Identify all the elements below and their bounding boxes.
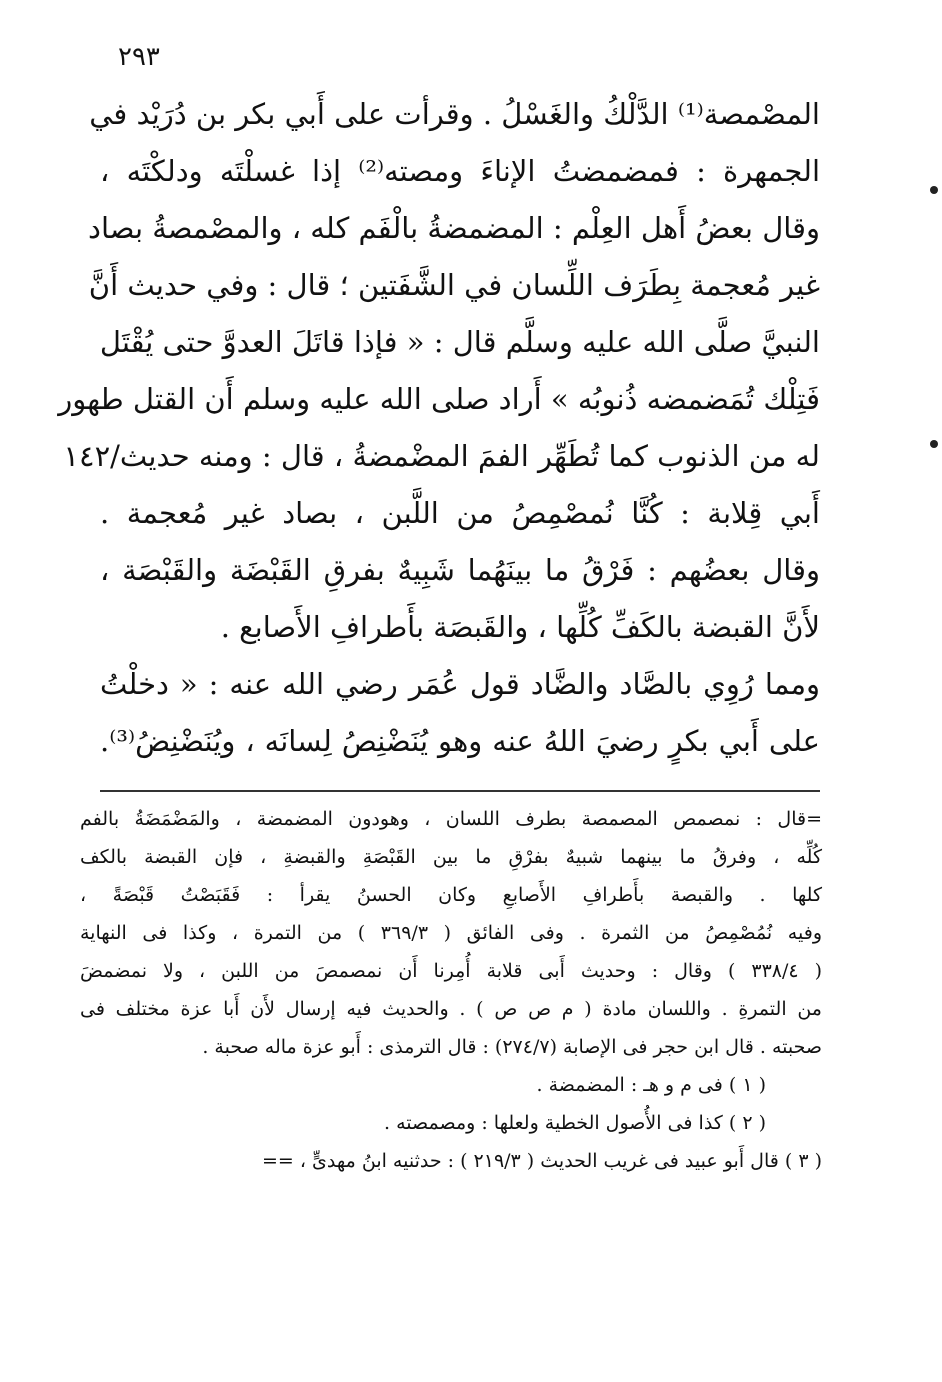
page-number: ٢٩٣ [118,42,160,72]
footnote-line: من التمرةِ . واللسان مادة ( م ص ص ) . والحديث فيه إرسال لأَن أَبا عزة مختلف فى [80,998,822,1020]
footnote-line: صحبته . قال ابن حجر فى الإصابة (٢٧٤/٧) : قال الترمذى : أَبو عزة ماله صحبة . [202,1036,822,1058]
main-line: الجمهرة : فمضمضتُ الإناءَ ومصته⁽²⁾ إذا غسلْتَه ودلكْتَه ، [100,154,820,188]
footnote-line: وفيه نُمُصْمِصُ من الثمرة . وفى الفائق ( ٣٦٩/٣ ) من التمرة ، وكذا فى النهاية [80,922,822,944]
numbered-note: ( ٣ ) قال أَبو عبيد فى غريب الحديث ( ٢١٩/٣ ) : حدثنيه ابنُ مهدىٍّ ، == [261,1150,822,1172]
footnote-separator [100,790,820,792]
main-line: النبيَّ صلَّى الله عليه وسلَّم قال : « فإذا قاتَلَ العدوَّ حتى يُقْتَل [99,325,820,359]
margin-dot [930,186,938,194]
main-line: أَبي قِلابة : كُنَّا نُمصْمِصُ من اللَّبن ، بصاد غير مُعجمة . [100,496,820,530]
main-line: المصْمصة⁽¹⁾ الدَّلْكُ والغَسْلُ . وقرأت على أَبي بكر بن دُرَيْد في [89,97,820,131]
footnote-line: كُلِّه ، وفرقُ ما بينهما شبيهٌ بفرْقِ ما بين القَبْصَةِ والقبضةِ ، فإن القبضة بالكف [80,846,822,868]
main-line: على أَبي بكرٍ رضيَ اللهُ عنه وهو يُنَضْنِصُ لِسانَه ، ويُنَضْنِضُ⁽³⁾. [100,724,820,758]
footnote-line: =قال : نمصمص المصمصة بطرف اللسان ، وهودون المضمضة ، والمَضْمَضَةُ بالفم [80,808,822,830]
footnote-line: ( ٣٣٨/٤ ) وقال : وحديث أَبى قلابة أُمِرنا أَن نمصمصَ من اللبن ، ولا نمضمضَ [80,960,823,982]
main-line: له من الذنوب كما تُطَهِّر الفمَ المضْمضةُ ، قال : ومنه حديث/١٤٢ [63,439,820,473]
numbered-note: ( ١ ) فى م و هـ : المضمضة . [536,1074,766,1096]
main-line: لأَنَّ القبضة بالكَفِّ كُلِّها ، والقَبصَة بأَطرافِ الأَصابع . [220,610,820,644]
main-line: فَتِلْك تُمَضمضه ذُنوبُه » أَراد صلى الله عليه وسلم أَن القتل طهور [58,382,820,416]
main-line: ومما رُوِي بالصَّاد والضَّاد قول عُمَر رضي الله عنه : « دخلْتُ [100,667,820,701]
footnote-line: كلها . والقبصة بأَطرافِ الأَصابعِ وكان الحسنُ يقرأ : فَقَبَصْتُ قَبْصَةً ، [80,884,822,906]
main-text [58,86,820,770]
main-line: وقال بعضُهم : فَرْقُ ما بينَهُما شَبِيهٌ بفرقِ القَبْضَة والقَبْصَة ، [100,553,820,587]
footnotes [80,800,822,1180]
main-line: غير مُعجمة بِطَرَف اللِّسان في الشَّفَتين ؛ قال : وفي حديث أَنَّ [88,268,820,302]
margin-dot [930,440,938,448]
main-line: وقال بعضُ أَهل العِلْم : المضمضةُ بالْفَم كله ، والمصْمصةُ بصاد [88,211,820,245]
numbered-note: ( ٢ ) كذا فى الأُصول الخطية ولعلها : ومصمصته . [384,1112,766,1134]
